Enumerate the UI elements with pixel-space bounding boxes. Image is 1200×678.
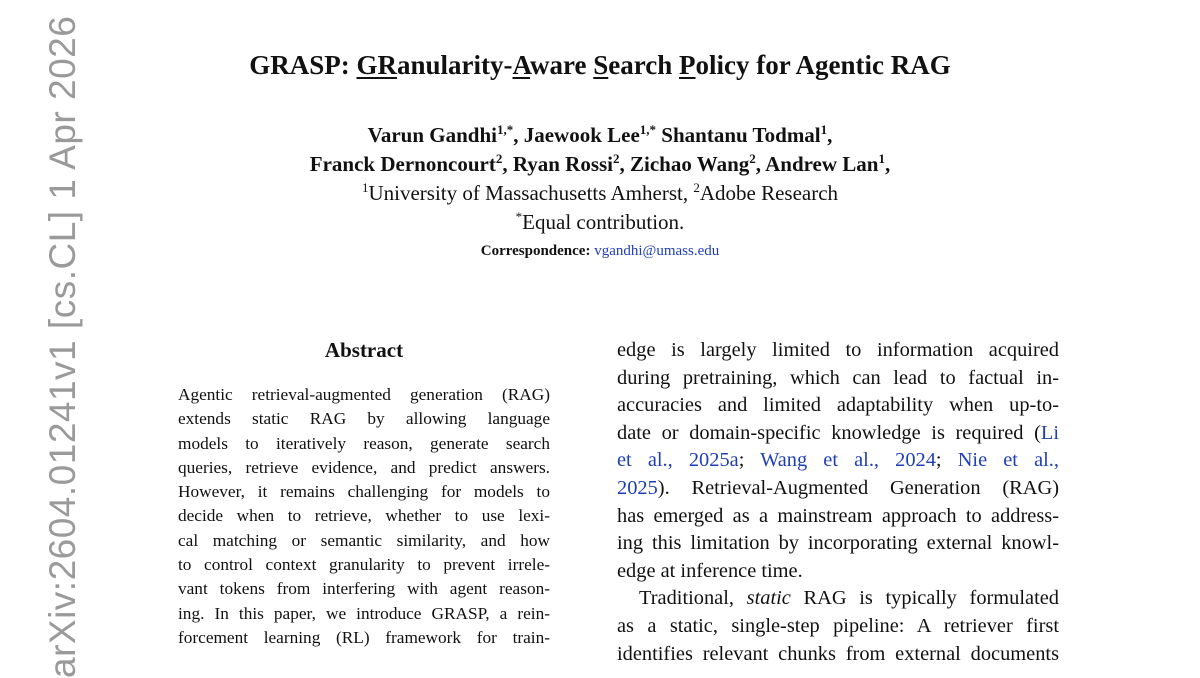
abstract-line: cal matching or semantic similarity, and how xyxy=(178,530,550,550)
citation-separator: ; xyxy=(935,449,958,472)
intro-line: identifies relevant chunks from external documents xyxy=(617,642,1059,665)
title-text: anularity- xyxy=(397,50,513,80)
author-block xyxy=(0,121,1200,237)
abstract-line: However, it remains challenging for models to xyxy=(178,482,550,502)
title-text: ware xyxy=(530,50,594,80)
intro-text: RAG is typically formulated xyxy=(790,587,1059,610)
intro-line: edge is largely limited to information acquired xyxy=(617,339,1059,361)
intro-line: edge at inference time. xyxy=(617,559,803,582)
abstract-line: vant tokens from interfering with agent reason- xyxy=(178,579,550,599)
citation-link[interactable]: Nie et al., xyxy=(957,449,1059,472)
intro-line: has emerged as a mainstream approach to address- xyxy=(617,504,1059,527)
abstract-line: ing. In this paper, we introduce GRASP, a rein- xyxy=(178,603,550,623)
citation-link[interactable]: 2025 xyxy=(617,476,658,499)
authors-line-1 xyxy=(0,121,1200,150)
author-separator: , xyxy=(884,152,891,176)
affiliation-marker-2: 2 xyxy=(693,180,700,195)
author-affiliation-marker: 2 xyxy=(613,151,620,166)
arxiv-stamp xyxy=(38,15,84,678)
equal-contribution-note xyxy=(0,208,1200,237)
author-affiliation-marker: 2 xyxy=(749,151,756,166)
introduction-column xyxy=(617,337,1059,668)
citation-link[interactable]: et al., 2025a xyxy=(617,449,739,472)
title-text: earch xyxy=(608,50,680,80)
abstract-body xyxy=(178,383,550,650)
abstract-line: queries, retrieve evidence, and predict answers. xyxy=(178,457,550,477)
title-text: GRASP: xyxy=(249,50,357,80)
title-underlined-letters: S xyxy=(593,50,609,80)
citation-link[interactable]: Wang et al., 2024 xyxy=(760,449,936,472)
paper-title xyxy=(0,48,1200,82)
author-affiliation-marker: 1,* xyxy=(496,122,514,137)
author-name: Franck Dernoncourt xyxy=(309,152,496,176)
author-separator: , xyxy=(827,123,833,147)
correspondence-label: Correspondence: xyxy=(480,243,591,259)
title-underlined-letters: P xyxy=(679,50,696,80)
equal-contribution-text: Equal contribution. xyxy=(522,210,685,234)
title-underlined-letters: GR xyxy=(356,50,397,80)
intro-emphasis: static xyxy=(746,587,791,610)
equal-contribution-marker: * xyxy=(515,209,523,224)
intro-line: as a static, single-step pipeline: A retriever first xyxy=(617,614,1059,637)
author-separator: , xyxy=(619,152,631,176)
author-name: Andrew Lan xyxy=(765,152,879,176)
title-underlined-letters: A xyxy=(512,50,531,80)
title-text: olicy for Agentic RAG xyxy=(695,50,951,80)
affiliations xyxy=(0,179,1200,208)
arxiv-stamp-text: arXiv:2604.01241v1 [cs.CL] 1 Apr 2026 xyxy=(42,15,83,678)
author-separator: , xyxy=(755,152,766,176)
author-separator: , xyxy=(513,123,524,147)
abstract-line: forcement learning (RL) framework for train- xyxy=(178,627,550,647)
intro-text: date or domain-specific knowledge is required ( xyxy=(617,421,1041,444)
abstract-line: Agentic retrieval-augmented generation (RAG) xyxy=(178,385,550,404)
affiliation-2: Adobe Research xyxy=(699,181,839,205)
citation-link[interactable]: Li xyxy=(1040,421,1059,444)
citation-separator: ; xyxy=(738,449,761,472)
author-name: Ryan Rossi xyxy=(512,152,614,176)
intro-line xyxy=(617,585,1059,613)
author-name: Zichao Wang xyxy=(630,152,750,176)
intro-line xyxy=(617,447,1059,475)
intro-line: accuracies and limited adaptability when up-to- xyxy=(617,394,1059,417)
author-name: Jaewook Lee xyxy=(523,123,640,147)
abstract-heading: Abstract xyxy=(324,338,404,362)
correspondence-email-link[interactable]: vgandhi@umass.edu xyxy=(594,243,720,259)
affiliation-marker-1: 1 xyxy=(361,180,369,195)
author-affiliation-marker: 1,* xyxy=(639,122,657,137)
abstract-line: decide when to retrieve, whether to use lexi- xyxy=(178,506,550,526)
author-separator: , xyxy=(502,152,513,176)
intro-text: Traditional, xyxy=(639,587,747,610)
intro-text: ). Retrieval-Augmented Generation (RAG) xyxy=(657,476,1059,499)
intro-line xyxy=(617,420,1059,448)
author-name: Shantanu Todmal xyxy=(661,123,821,147)
abstract-line: extends static RAG by allowing language xyxy=(178,409,550,429)
correspondence xyxy=(0,241,1200,261)
intro-line xyxy=(617,475,1059,503)
affiliation-1: University of Massachusetts Amherst, xyxy=(368,181,694,205)
author-affiliation-marker: 1 xyxy=(820,122,828,137)
abstract-line: models to iteratively reason, generate search xyxy=(178,433,550,453)
authors-line-2 xyxy=(0,150,1200,179)
intro-line: ing this limitation by incorporating external knowl- xyxy=(617,532,1059,555)
intro-line: during pretraining, which can lead to factual in- xyxy=(617,366,1059,389)
abstract-line: to control context granularity to prevent irrele- xyxy=(178,555,550,575)
author-affiliation-marker: 1 xyxy=(878,151,885,166)
author-affiliation-marker: 2 xyxy=(495,151,503,166)
author-name: Varun Gandhi xyxy=(367,123,497,147)
